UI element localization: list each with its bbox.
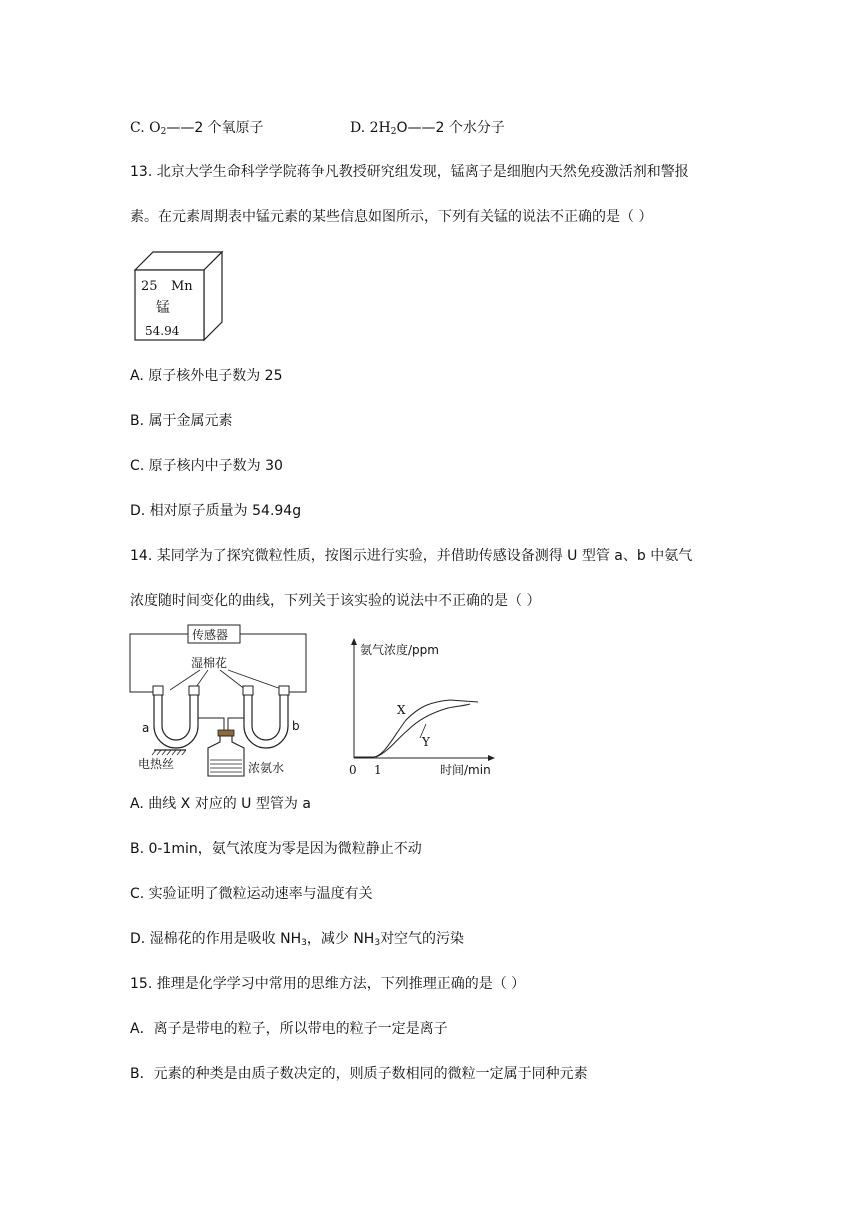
curve-x-label: X — [397, 703, 406, 717]
question-13-stem-line2: 素。在元素周期表中锰元素的某些信息如图所示，下列有关锰的说法不正确的是（ ） — [130, 209, 653, 225]
question-13-stem-line1: 13. 北京大学生命科学学院蒋争凡教授研究组发现，锰离子是细胞内天然免疫激活剂和警报 — [130, 164, 689, 180]
graph-x-label: 时间/min — [440, 763, 491, 777]
concentration-graph-figure — [340, 636, 500, 784]
experiment-apparatus-figure — [128, 622, 328, 780]
option-13-a: A. 原子核外电子数为 25 — [130, 368, 283, 384]
wet-cotton-label: 湿棉花 — [191, 656, 228, 670]
option-13-b: B. 属于金属元素 — [130, 413, 233, 429]
element-symbol: Mn — [171, 279, 193, 294]
option-13-d: D. 相对原子质量为 54.94g — [130, 503, 302, 519]
graph-y-label: 氨气浓度/ppm — [360, 643, 439, 657]
element-atomic-number: 25 — [141, 279, 158, 294]
tube-b-label: b — [292, 719, 300, 733]
curve-y-label: Y — [422, 735, 430, 749]
option-12-d: D. $2H_2O——2$ 个水分子 — [350, 120, 505, 137]
sensor-label: 传感器 — [192, 628, 229, 642]
option-15-a: A．离子是带电的粒子，所以带电的粒子一定是离子 — [130, 1021, 448, 1037]
option-15-b: B．元素的种类是由质子数决定的，则质子数相同的微粒一定属于同种元素 — [130, 1066, 588, 1082]
question-14-stem-line1: 14. 某同学为了探究微粒性质，按图示进行实验，并借助传感设备测得 U 型管 a、b 中氨气 — [130, 548, 693, 564]
graph-tick-1: 1 — [374, 763, 382, 777]
question-14-stem-line2: 浓度随时间变化的曲线，下列关于该实验的说法中不正确的是（ ） — [130, 593, 541, 609]
option-14-b: B. 0-1min，氨气浓度为零是因为微粒静止不动 — [130, 841, 422, 857]
element-card-figure — [133, 250, 225, 342]
option-14-c: C. 实验证明了微粒运动速率与温度有关 — [130, 886, 373, 902]
heater-label: 电热丝 — [138, 757, 175, 771]
question-15-stem: 15. 推理是化学学习中常用的思维方法，下列推理正确的是（ ） — [130, 976, 526, 992]
option-12-c: C. $O_2——2$ 个氧原子 — [130, 120, 264, 137]
option-13-c: C. 原子核内中子数为 30 — [130, 458, 283, 474]
tube-a-label: a — [142, 721, 150, 735]
graph-origin: 0 — [349, 763, 357, 777]
ammonia-label: 浓氨水 — [248, 761, 285, 775]
option-14-d: D. 湿棉花的作用是吸收 $NH_3$，减少 $NH_3$对空气的污染 — [130, 931, 465, 948]
element-atomic-mass: 54.94 — [145, 324, 180, 338]
element-name: 锰 — [156, 300, 170, 316]
option-14-a: A. 曲线 X 对应的 U 型管为 a — [130, 796, 311, 812]
